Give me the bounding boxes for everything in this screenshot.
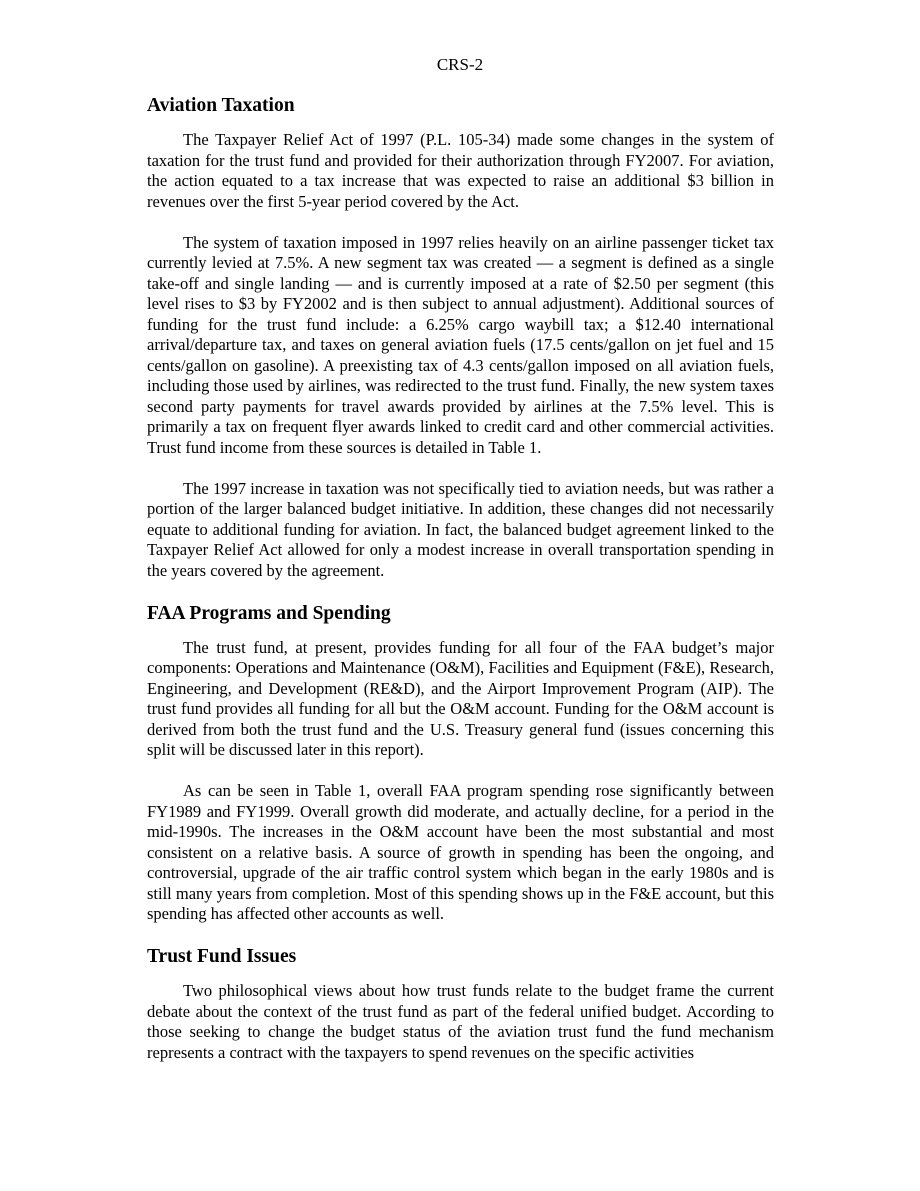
page-number-header: CRS-2 — [436, 55, 484, 74]
paragraph: The system of taxation imposed in 1997 relies heavily on an airline passenger ticket tax currently levied at 7.5%. A new segment tax was created — a segment is defined as a single take-off and single landing — and is currently imposed at a rate of $2.50 per segment (this level rises to $3 by FY2002 and is then subject to annual adjustment). Additional sources of funding for the trust fund include: a 6.25% cargo waybill tax; a $12.40 international arrival/departure tax, and taxes on general aviation fuels (17.5 cents/gallon on jet fuel and 15 cents/gallon on gasoline). A preexisting tax of 4.3 cents/gallon imposed on all aviation fuels, including those used by airlines, was redirected to the trust fund. Finally, the new system taxes second party payments for travel awards provided by airlines at the 7.5% level. This is primarily a tax on frequent flyer awards linked to credit card and other commercial activities. Trust fund income from these sources is detailed in Table 1. — [147, 232, 774, 457]
paragraph: The Taxpayer Relief Act of 1997 (P.L. 105-34) made some changes in the system of taxation for the trust fund and provided for their authorization through FY2007. For aviation, the action equated to a tax increase that was expected to raise an additional $3 billion in revenues over the first 5-year period covered by the Act. — [147, 130, 774, 211]
section-heading: FAA Programs and Spending — [147, 602, 391, 624]
paragraph: Two philosophical views about how trust funds relate to the budget frame the current debate about the context of the trust fund as part of the federal unified budget. According to those seeking to change the budget status of the aviation trust fund the fund mechanism represents a contract with the taxpayers to spend revenues on the specific activities — [147, 981, 774, 1062]
paragraph: As can be seen in Table 1, overall FAA program spending rose significantly between FY1989 and FY1999. Overall growth did moderate, and actually decline, for a period in the mid-1990s. The increases in the O&M account have been the most substantial and most consistent on a relative basis. A source of growth in spending has been the ongoing, and controversial, upgrade of the air traffic control system which began in the early 1980s and is still many years from completion. Most of this spending shows up in the F&E account, but this spending has affected other accounts as well. — [147, 781, 774, 923]
document-body — [147, 94, 774, 1084]
section-heading: Aviation Taxation — [147, 95, 295, 116]
paragraph: The trust fund, at present, provides funding for all four of the FAA budget’s major components: Operations and Maintenance (O&M), Facilities and Equipment (F&E), Research, Engineering, and Development (RE&D), and the Airport Improvement Program (AIP). The trust fund provides all funding for all but the O&M account. Funding for the O&M account is derived from both the trust fund and the U.S. Treasury general fund (issues concerning this split will be discussed later in this report). — [147, 637, 774, 759]
paragraph: The 1997 increase in taxation was not specifically tied to aviation needs, but was rather a portion of the larger balanced budget initiative. In addition, these changes did not necessarily equate to additional funding for aviation. In fact, the balanced budget agreement linked to the Taxpayer Relief Act allowed for only a modest increase in overall transportation spending in the years covered by the agreement. — [147, 478, 774, 580]
section-trust-fund-issues — [147, 945, 774, 1063]
section-faa-programs-and-spending — [147, 602, 774, 925]
section-aviation-taxation — [147, 94, 774, 581]
section-heading: Trust Fund Issues — [147, 946, 297, 967]
